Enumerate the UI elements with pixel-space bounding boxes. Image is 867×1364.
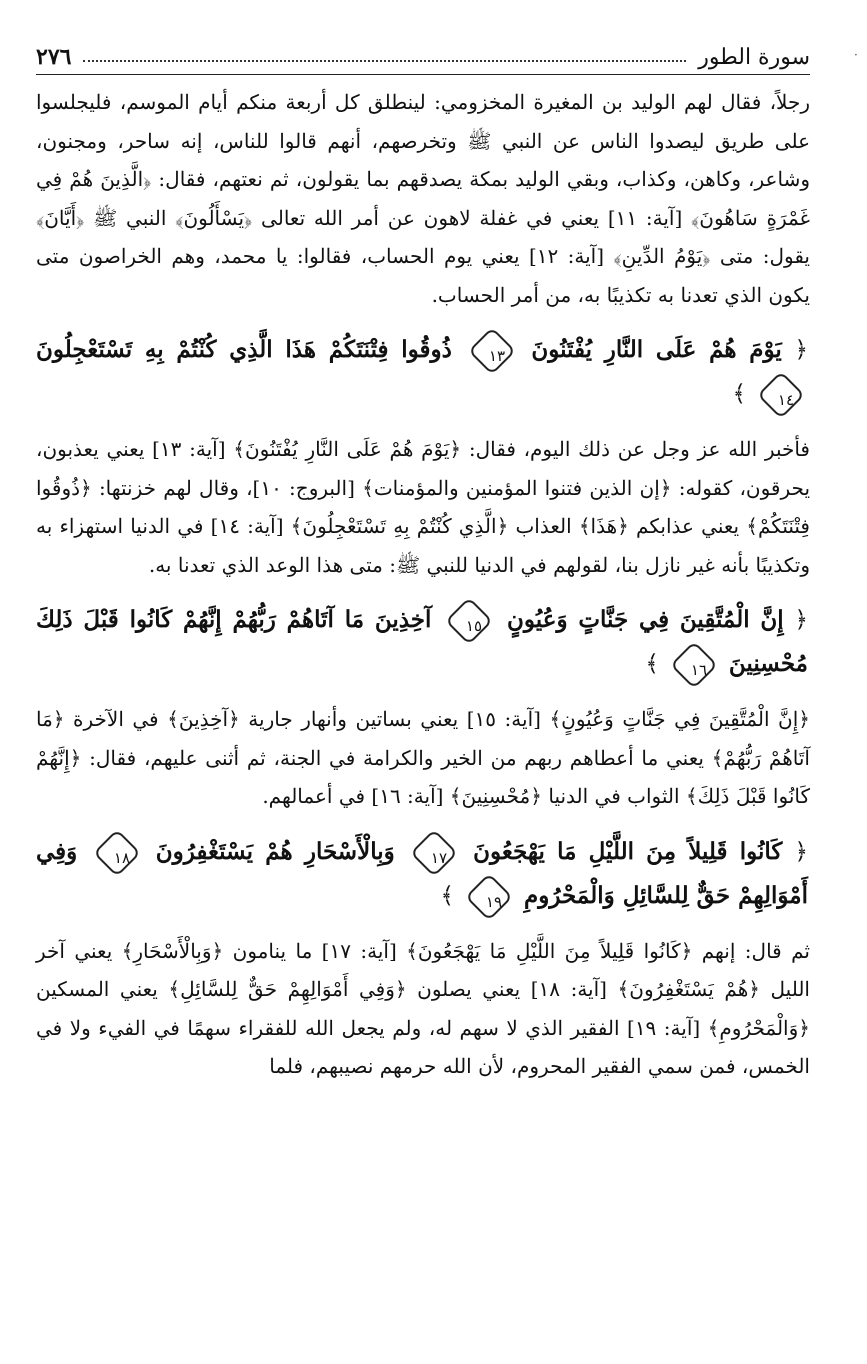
page-header — [36, 40, 810, 75]
commentary-text: فأخبر الله عز وجل عن ذلك اليوم، فقال: ﴿يَوْمَ هُمْ عَلَى النَّارِ يُفْتَنُونَ﴾ [آية: ١٣] يعني يعذبون، يحرقون، كقوله: ﴿إن الذين فتنوا المؤمنين والمؤمنات﴾ [البروج: ١٠]، وقال لهم خزنتها: ﴿ذُوقُوا فِتْنَتَكُمْ﴾ يعني عذابكم ﴿هَذَا﴾ العذاب ﴿الَّذِي كُنْتُمْ بِهِ تَسْتَعْجِلُونَ﴾ [آية: ١٤] في الدنيا استهزاء به وتكذيبًا بأنه غير نازل بنا، لقولهم في الدنيا للنبي ﷺ: متى هذا الوعد الذي تعدنا به. — [36, 437, 811, 577]
commentary-text: رجلاً، فقال لهم الوليد بن المغيرة المخزومي: لينطلق كل أربعة منكم أيام الموسم، فليجلسوا على طريق ليصدوا الناس عن النبي ﷺ وتخرصهم، أنهم قالوا للناس، إنه ساحر، ومجنون، وشاعر، وكاهن، وكذاب، وبقي الوليد بمكة يصدقهم بما يقولون، ثم نعتهم، فقال: ﴿الَّذِينَ هُمْ فِي غَمْرَةٍ سَاهُونَ﴾ [آية: ١١] يعني في غفلة لاهون عن أمر الله تعالى ﴿يَسْأَلُونَ﴾ النبي ﷺ ﴿أَيَّانَ﴾ يقول: متى ﴿يَوْمُ الدِّينِ﴾ [آية: ١٢] يعني يوم الحساب، فقالوا: يا محمد، وهم الخراصون متى يكون الذي تعدنا به تكذيبًا به، من أمر الحساب. — [36, 90, 811, 307]
ayah-number-marker: ١٤ — [757, 371, 805, 419]
verse-open-bracket: ﴿ — [794, 607, 808, 633]
commentary-text: ثم قال: إنهم ﴿كَانُوا قَلِيلاً مِنَ اللَّيْلِ مَا يَهْجَعُونَ﴾ [آية: ١٧] ما ينامون ﴿وَبِالْأَسْحَارِ﴾ يعني آخر الليل ﴿هُمْ يَسْتَغْفِرُونَ﴾ [آية: ١٨] يعني يصلون ﴿وَفِي أَمْوَالِهِمْ حَقٌّ لِلسَّائِلِ﴾ يعني المسكين ﴿وَالْمَحْرُومِ﴾ [آية: ١٩] الفقير الذي لا سهم له، ولم يجعل الله للفقراء سهمًا في الفيء ولا في الخمس، فمن سمي الفقير المحروم، لأن الله حرمهم نصيبهم، فلما — [36, 938, 810, 1078]
ayah-number-marker: ١٨ — [92, 828, 140, 876]
commentary-paragraph-1 — [36, 83, 810, 314]
surah-title: سورة الطور — [698, 45, 810, 70]
verse-open-bracket: ﴿ — [794, 838, 809, 865]
verse-text: كَانُوا قَلِيلاً مِنَ اللَّيْلِ مَا يَهْجَعُونَ — [473, 837, 783, 865]
verse-text: وَفِي أَمْوَالِهِمْ حَقٌّ لِلسَّائِلِ وَالْمَحْرُومِ — [36, 837, 808, 909]
ayah-number-marker: ١٥ — [445, 597, 493, 645]
verse-text: ذُوقُوا فِتْنَتَكُمْ هَذَا الَّذِي كُنْتُمْ بِهِ تَسْتَعْجِلُونَ — [36, 336, 452, 363]
ayah-number-marker: ١٦ — [670, 641, 718, 689]
ayah-number-marker: ١٩ — [465, 872, 513, 920]
header-dotted-leader — [83, 60, 686, 62]
verse-close-bracket: ﴾ — [440, 882, 454, 909]
verse-close-bracket: ﴾ — [732, 381, 746, 407]
verse-text: إِنَّ الْمُتَّقِينَ فِي جَنَّاتٍ وَعُيُونٍ — [507, 606, 784, 633]
commentary-paragraph-2 — [36, 430, 810, 584]
verse-close-bracket: ﴾ — [645, 651, 659, 677]
margin-mark: · — [854, 48, 858, 62]
ayah-number-marker: ١٧ — [410, 828, 458, 876]
verse-text: يَوْمَ هُمْ عَلَى النَّارِ يُفْتَنُونَ — [531, 336, 782, 363]
commentary-text: ﴿إِنَّ الْمُتَّقِينَ فِي جَنَّاتٍ وَعُيُونٍ﴾ [آية: ١٥] يعني بساتين وأنهار جارية ﴿آخِذِينَ﴾ في الآخرة ﴿مَا آتَاهُمْ رَبُّهُمْ﴾ يعني ما أعطاهم ربهم من الخير والكرامة في الجنة، ثم أثنى عليهم، فقال: ﴿إِنَّهُمْ كَانُوا قَبْلَ ذَلِكَ﴾ الثواب في الدنيا ﴿مُحْسِنِينَ﴾ [آية: ١٦] في أعمالهم. — [36, 707, 810, 808]
page-number: ٢٧٦ — [36, 44, 72, 70]
verse-text: آخِذِينَ مَا آتَاهُمْ رَبُّهُمْ إِنَّهُمْ كَانُوا قَبْلَ ذَلِكَ مُحْسِنِينَ — [36, 606, 808, 677]
verse-open-bracket: ﴿ — [794, 337, 808, 363]
page — [36, 40, 810, 1086]
commentary-paragraph-3 — [36, 700, 810, 816]
quran-verse-block-1 — [36, 328, 810, 416]
commentary-paragraph-4 — [36, 932, 810, 1086]
verse-text: وَبِالْأَسْحَارِ هُمْ يَسْتَغْفِرُونَ — [155, 837, 395, 865]
quran-verse-block-3 — [36, 830, 810, 918]
ayah-number-marker: ١٣ — [468, 327, 516, 375]
quran-verse-block-2 — [36, 598, 810, 686]
